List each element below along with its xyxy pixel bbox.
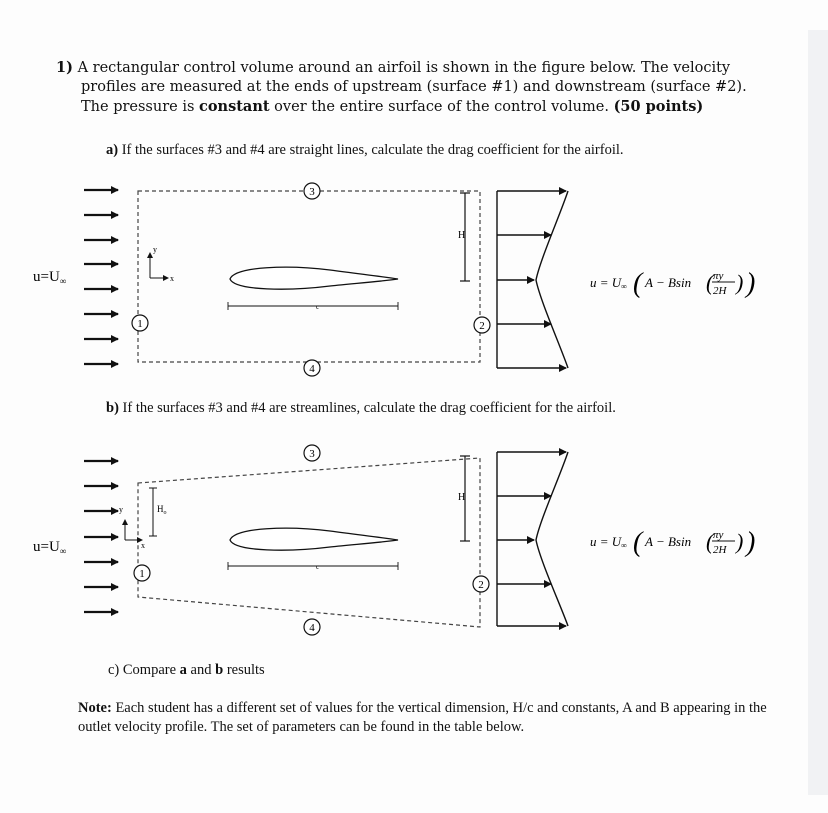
axis-y-label-b: y [119, 505, 123, 514]
velocity-equation-a [590, 268, 755, 299]
svg-text:1: 1 [139, 568, 145, 580]
svg-text:): ) [746, 527, 756, 558]
part-a-text: If the surfaces #3 and #4 are straight lines, calculate the drag coefficient for the airfoil. [121, 142, 624, 158]
part-c-label: c) [108, 662, 120, 678]
surface-4-marker-b [304, 619, 320, 635]
axis-x-label-a: x [170, 274, 174, 283]
airfoil-b [230, 528, 398, 550]
part-b-text: If the surfaces #3 and #4 are streamlines, calculate the drag coefficient for the airfoil. [122, 400, 616, 416]
svg-text:(: ( [706, 529, 714, 554]
surface-3-marker-b [304, 445, 320, 461]
part-c-text-post: results [223, 662, 265, 678]
velocity-equation-b [590, 527, 755, 558]
inlet-height-dimension-b [149, 488, 157, 536]
svg-text:A − Bsin: A − Bsin [645, 275, 692, 290]
surface-1-marker-b [134, 565, 150, 581]
svg-text:1: 1 [137, 318, 143, 330]
axes-b [125, 520, 142, 540]
inlet-arrows-a [84, 190, 118, 364]
note-label: Note: [78, 700, 112, 716]
height-label-b: H [458, 492, 466, 503]
svg-text:u = U∞: u = U∞ [590, 534, 627, 550]
outlet-profile-b [497, 452, 568, 626]
question-line-3-pre: The pressure is [81, 99, 200, 115]
svg-text:): ) [736, 270, 744, 295]
question-line-3-bold: constant [199, 98, 270, 115]
svg-text:2H: 2H [713, 544, 727, 556]
inlet-height-label-b: $H_o$ [157, 504, 167, 516]
part-c-b: b [215, 662, 224, 678]
svg-text:2: 2 [479, 320, 485, 332]
question-points: (50 points) [613, 98, 704, 115]
airfoil-a [230, 267, 398, 289]
surface-1-marker-a [132, 315, 148, 331]
svg-text:(: ( [633, 268, 643, 299]
part-a-label: a) [106, 142, 119, 158]
axes-a [150, 253, 168, 278]
surface-2-marker-a [474, 317, 490, 333]
chord-dimension-a [228, 302, 398, 310]
chord-label-b: c [316, 563, 320, 571]
svg-text:): ) [746, 268, 756, 299]
inlet-arrows-b [84, 461, 118, 612]
svg-text:3: 3 [309, 448, 315, 460]
axis-x-label-b: x [141, 541, 145, 550]
svg-text:): ) [736, 529, 744, 554]
part-c-text-pre: Compare [122, 662, 180, 678]
surface-3-marker-a [304, 183, 320, 199]
figure-a [33, 183, 755, 376]
figure-b [33, 445, 755, 635]
svg-text:(: ( [706, 270, 714, 295]
chord-dimension-b [228, 562, 398, 570]
note-text: Each student has a different set of values for the vertical dimension, H/c and constants, A and B appearing in the outlet velocity profile. The set of parameters can be found in the table below. [78, 700, 767, 735]
question-line-1: A rectangular control volume around an airfoil is shown in the figure below. The velocity [77, 60, 731, 76]
svg-text:2H: 2H [713, 285, 727, 297]
axis-y-label-a: y [153, 245, 157, 254]
svg-text:3: 3 [309, 186, 315, 198]
surface-2-marker-b [473, 576, 489, 592]
part-c-a: a [179, 662, 187, 678]
svg-text:πy: πy [713, 529, 724, 541]
svg-text:4: 4 [309, 622, 315, 634]
outlet-profile-a [497, 191, 568, 368]
svg-text:πy: πy [713, 270, 724, 282]
question-line-2: profiles are measured at the ends of upstream (surface #1) and downstream (surface #2). [81, 79, 747, 95]
question-number: 1) [56, 59, 73, 76]
surface-4-marker-a [304, 360, 320, 376]
question-line-3-post: over the entire surface of the control volume. [269, 99, 609, 115]
svg-text:A − Bsin: A − Bsin [645, 534, 692, 549]
height-label-a: H [458, 230, 466, 241]
inlet-label-b: $u=U_\infty$ [33, 539, 67, 556]
chord-label-a: c [316, 303, 320, 311]
part-c-and: and [186, 662, 216, 678]
part-b-label: b) [106, 400, 119, 416]
svg-text:4: 4 [309, 363, 315, 375]
svg-text:(: ( [633, 527, 643, 558]
svg-text:2: 2 [478, 579, 484, 591]
svg-text:u = U∞: u = U∞ [590, 275, 627, 291]
inlet-label-a: $u=U_\infty$ [33, 269, 67, 286]
